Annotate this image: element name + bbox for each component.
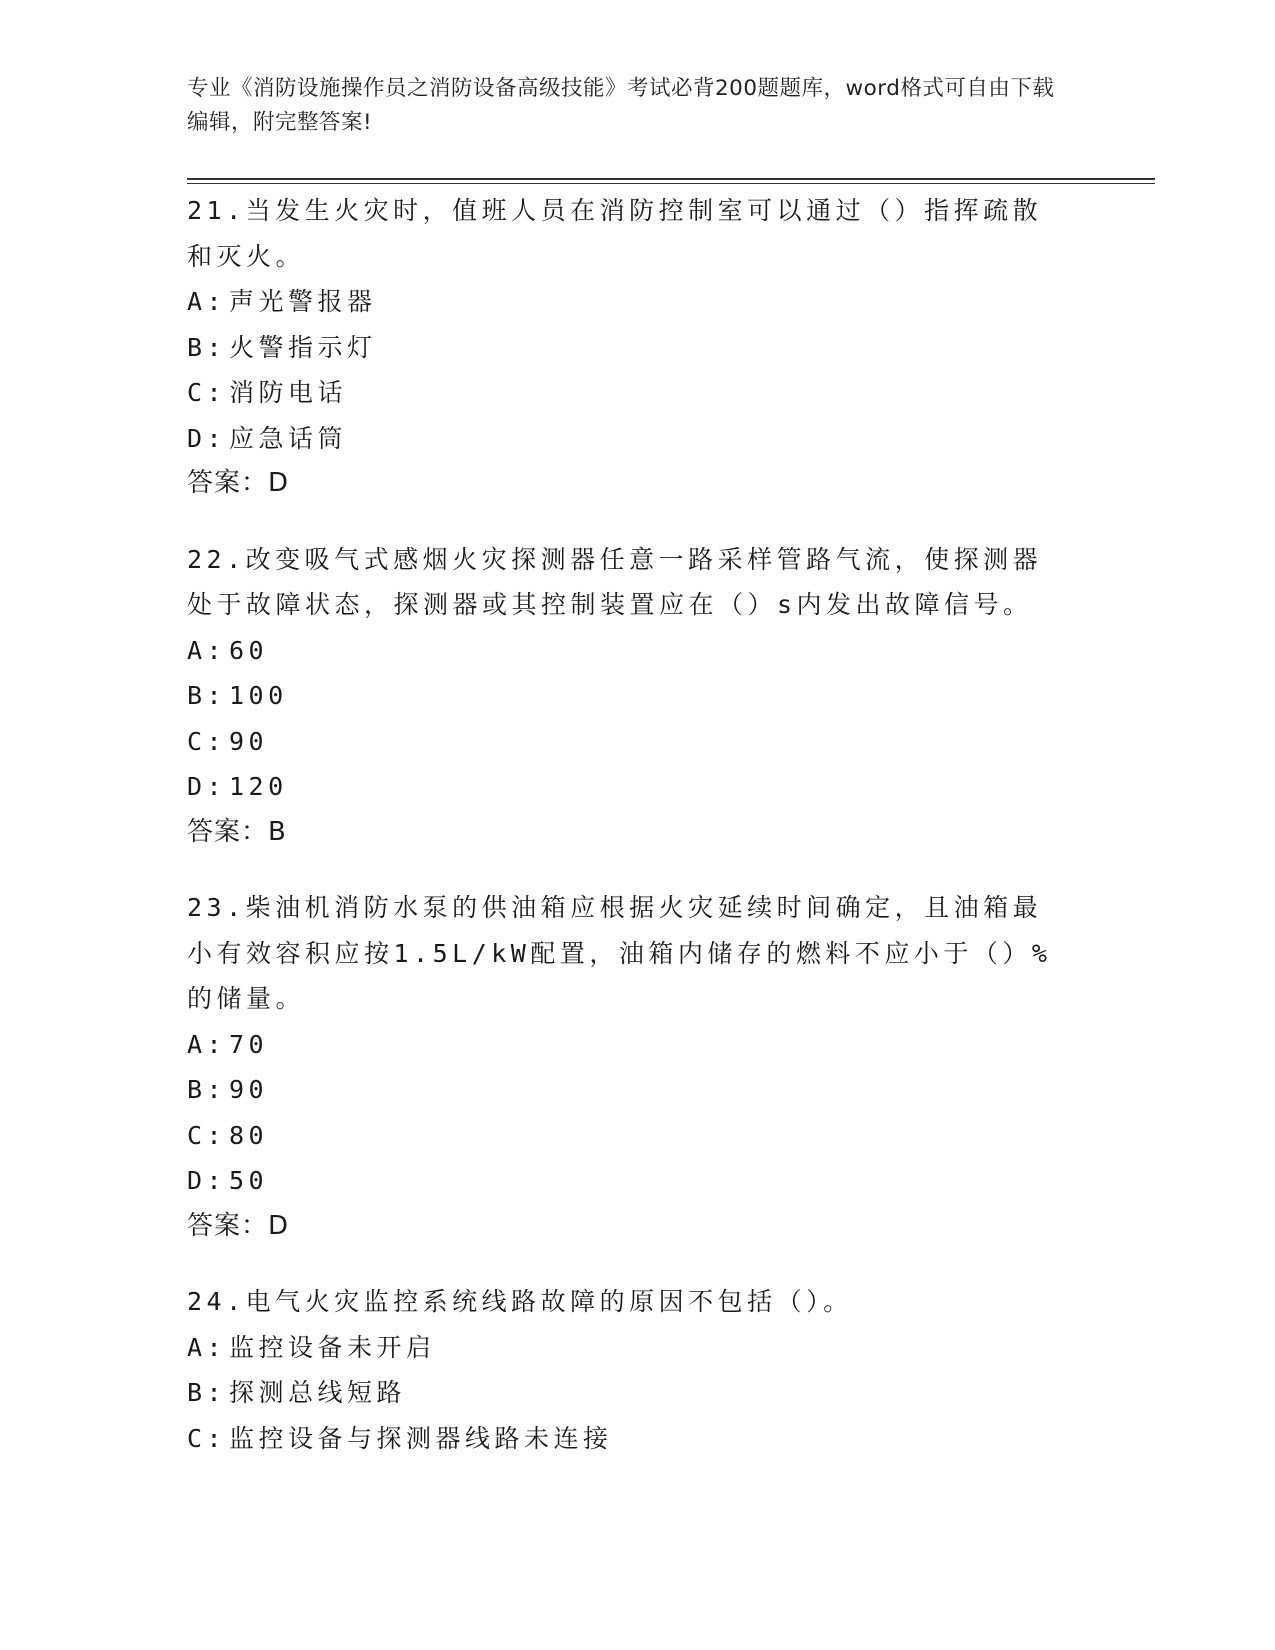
question-stem: 23.柴油机消防水泵的供油箱应根据火灾延续时间确定，且油箱最小有效容积应按1.5L/kW配置，油箱内储存的燃料不应小于（）%的储量。 xyxy=(187,893,1052,1013)
option-text: 80 xyxy=(229,1120,269,1150)
option-text: 50 xyxy=(229,1166,269,1195)
option-key: C: xyxy=(187,378,227,407)
option-text: 60 xyxy=(229,635,269,665)
option-key: D: xyxy=(187,772,227,801)
question-stem: 21.当发生火灾时，值班人员在消防控制室可以通过（）指挥疏散和灭火。 xyxy=(187,196,1043,271)
answer-line: 答案：D xyxy=(187,1210,290,1241)
option-text: 火警指示灯 xyxy=(229,332,377,362)
option-d xyxy=(187,416,1087,462)
question-list xyxy=(187,188,1087,1491)
option-key: A: xyxy=(187,287,227,316)
question-24 xyxy=(187,1279,1087,1461)
option-b xyxy=(187,673,1087,719)
option-c xyxy=(187,370,1087,416)
question-21 xyxy=(187,188,1087,507)
option-a xyxy=(187,1022,1087,1068)
option-key: A: xyxy=(187,635,227,665)
option-text: 70 xyxy=(229,1029,269,1059)
option-text: 应急话筒 xyxy=(229,423,348,453)
document-header: 专业《消防设施操作员之消防设备高级技能》考试必背200题题库，word格式可自由下载编辑，附完整答案! xyxy=(187,76,1055,135)
header-divider xyxy=(187,178,1155,184)
option-a xyxy=(187,279,1087,325)
option-key: D: xyxy=(187,423,227,453)
option-text: 120 xyxy=(229,772,288,801)
option-key: B: xyxy=(187,1075,227,1104)
option-c xyxy=(187,1113,1087,1159)
option-d xyxy=(187,764,1087,810)
option-a xyxy=(187,628,1087,674)
option-text: 90 xyxy=(229,1075,269,1104)
question-23 xyxy=(187,885,1087,1249)
option-key: C: xyxy=(187,1423,227,1453)
option-c xyxy=(187,1416,1087,1462)
option-key: A: xyxy=(187,1029,227,1059)
option-key: A: xyxy=(187,1332,227,1362)
option-text: 消防电话 xyxy=(229,378,348,407)
option-c xyxy=(187,719,1087,765)
option-a xyxy=(187,1325,1087,1371)
option-key: B: xyxy=(187,681,227,710)
option-b xyxy=(187,1067,1087,1113)
option-d xyxy=(187,1158,1087,1204)
option-key: C: xyxy=(187,1120,227,1150)
question-stem: 22.改变吸气式感烟火灾探测器任意一路采样管路气流，使探测器处于故障状态，探测器或其控制装置应在（）s内发出故障信号。 xyxy=(187,544,1043,619)
option-key: B: xyxy=(187,1378,227,1407)
option-text: 100 xyxy=(229,681,288,710)
option-key: B: xyxy=(187,332,227,362)
option-text: 90 xyxy=(229,726,269,756)
option-text: 声光警报器 xyxy=(229,287,377,316)
option-b xyxy=(187,325,1087,371)
answer-line: 答案：D xyxy=(187,468,290,498)
question-22 xyxy=(187,537,1087,856)
option-b xyxy=(187,1370,1087,1416)
option-text: 监控设备与探测器线路未连接 xyxy=(229,1423,613,1453)
option-key: C: xyxy=(187,726,227,756)
answer-line: 答案：B xyxy=(187,816,287,847)
question-stem: 24.电气火灾监控系统线路故障的原因不包括（）。 xyxy=(187,1287,853,1316)
option-text: 监控设备未开启 xyxy=(229,1332,436,1362)
option-key: D: xyxy=(187,1166,227,1195)
option-text: 探测总线短路 xyxy=(229,1378,407,1407)
